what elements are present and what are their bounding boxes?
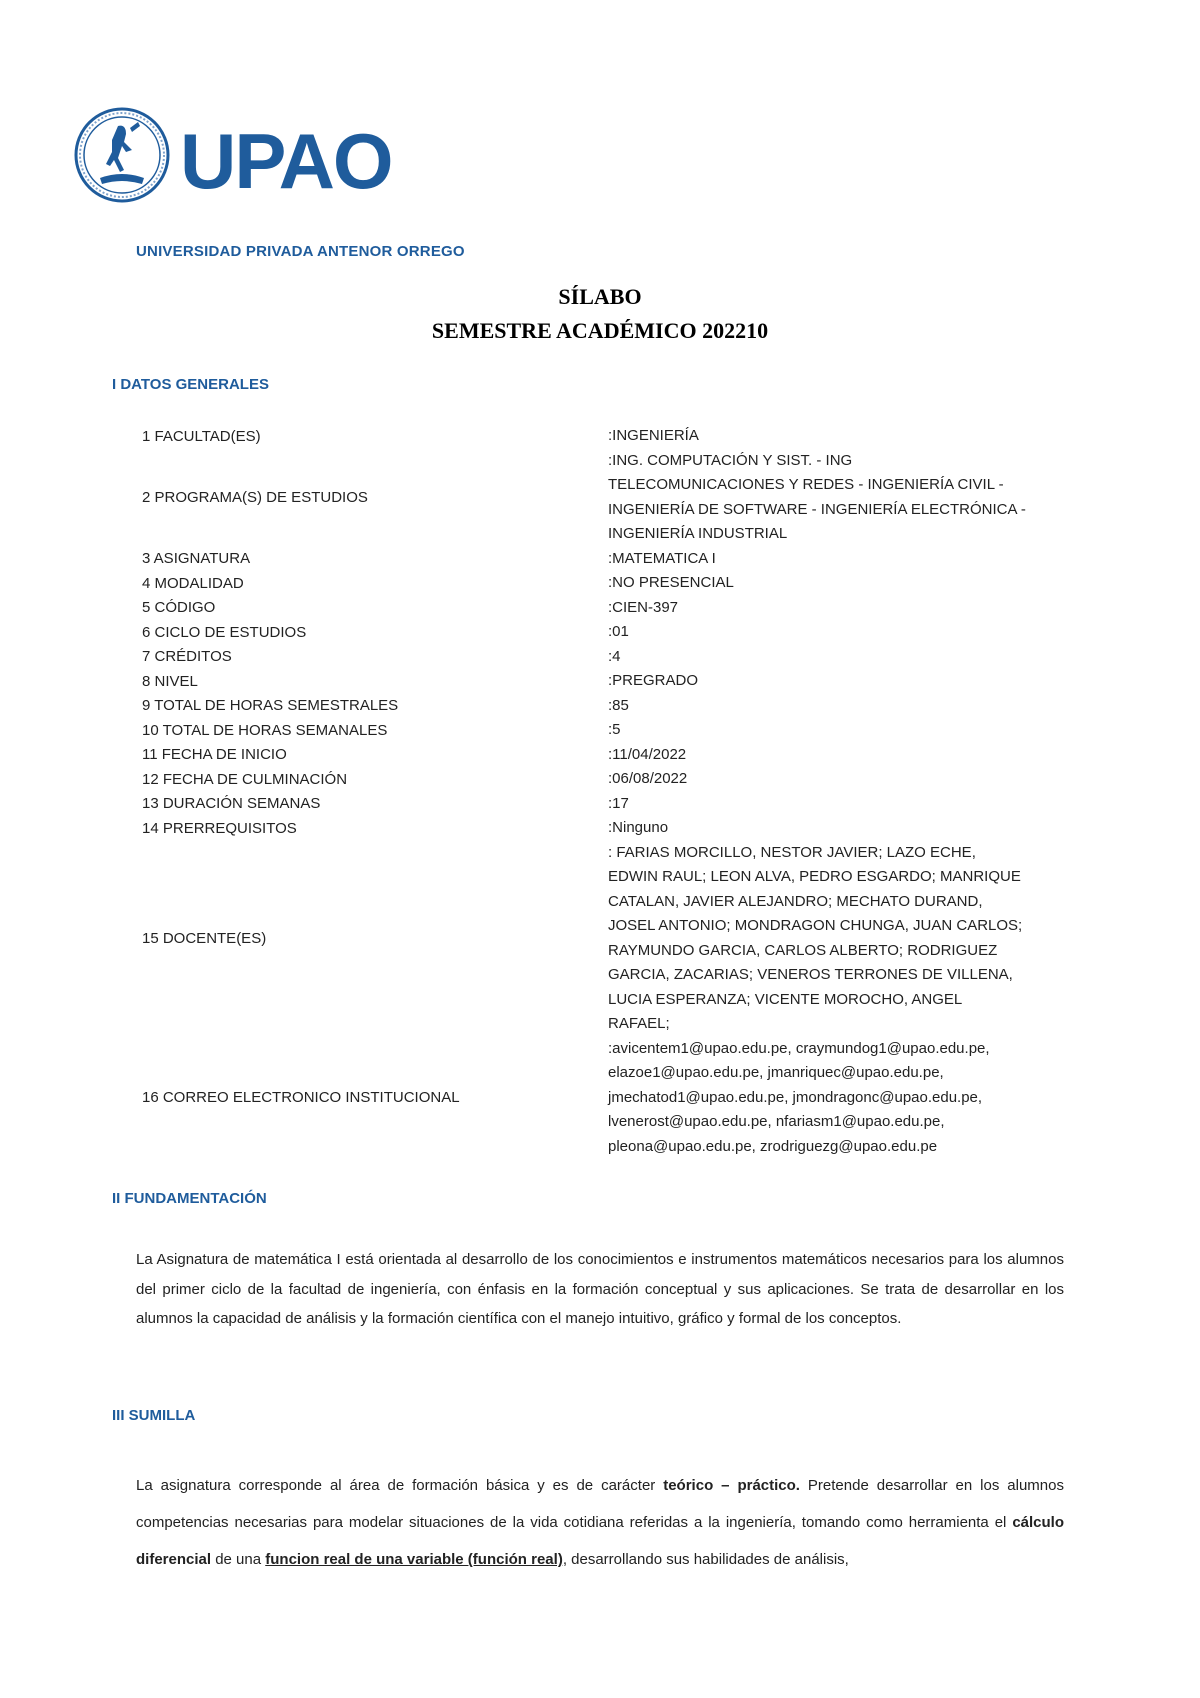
datos-value bbox=[608, 596, 1072, 621]
section-heading-sumilla: III SUMILLA bbox=[112, 1407, 196, 1424]
datos-generales-table bbox=[142, 424, 1072, 1159]
university-seal-icon bbox=[76, 109, 168, 201]
sumilla-text: Pretende desarrollar en los alumnos competencias necesarias para modelar situaciones de la vida cotidiana referidas a la ingeniería, tomando como herramienta el bbox=[136, 1477, 1064, 1531]
datos-row bbox=[142, 743, 1072, 768]
datos-label: 11 FECHA DE INICIO bbox=[142, 746, 287, 764]
datos-value bbox=[608, 816, 1072, 841]
datos-row bbox=[142, 424, 1072, 449]
datos-label: 6 CICLO DE ESTUDIOS bbox=[142, 623, 307, 641]
document-subtitle: SEMESTRE ACADÉMICO 202210 bbox=[431, 318, 769, 343]
datos-value-line: jmechatod1@upao.edu.pe, jmondragonc@upao.edu.pe, bbox=[608, 1088, 983, 1106]
datos-value-line: : FARIAS MORCILLO, NESTOR JAVIER; LAZO ECHE, bbox=[608, 843, 976, 861]
datos-value-line: :85 bbox=[608, 696, 629, 714]
datos-value-line: GARCIA, ZACARIAS; VENEROS TERRONES DE VILLENA, bbox=[608, 966, 1013, 983]
datos-label: 10 TOTAL DE HORAS SEMANALES bbox=[142, 721, 388, 739]
datos-row bbox=[142, 449, 1072, 547]
datos-value-line: lvenerost@upao.edu.pe, nfariasm1@upao.edu.pe, bbox=[608, 1113, 945, 1130]
sumilla-text: La asignatura corresponde al área de formación básica y es de carácter bbox=[136, 1477, 664, 1494]
datos-value-line: :Ninguno bbox=[608, 819, 669, 836]
datos-value-line: :01 bbox=[608, 623, 629, 640]
datos-value-line: :MATEMATICA I bbox=[608, 549, 716, 567]
datos-label: 5 CÓDIGO bbox=[142, 599, 216, 617]
datos-value-line: :avicentem1@upao.edu.pe, craymundog1@upao.edu.pe, bbox=[608, 1039, 990, 1057]
datos-row bbox=[142, 1037, 1072, 1160]
datos-value-line: INGENIERÍA DE SOFTWARE - INGENIERÍA ELECTRÓNICA - bbox=[608, 500, 1026, 518]
datos-value-line: :NO PRESENCIAL bbox=[608, 574, 734, 591]
datos-label: 1 FACULTAD(ES) bbox=[142, 427, 261, 445]
datos-value-line: :06/08/2022 bbox=[608, 770, 688, 787]
datos-row bbox=[142, 841, 1072, 1037]
datos-row bbox=[142, 620, 1072, 645]
datos-label: 2 PROGRAMA(S) DE ESTUDIOS bbox=[142, 489, 368, 506]
sumilla-text: de una bbox=[211, 1551, 266, 1568]
datos-value-line: :4 bbox=[608, 647, 621, 665]
section-heading-datos-generales: I DATOS GENERALES bbox=[112, 376, 269, 393]
datos-value-line: RAFAEL; bbox=[608, 1015, 670, 1032]
sumilla-emphasis: cálculo diferencial bbox=[136, 1514, 1064, 1568]
datos-value-line: :ING. COMPUTACIÓN Y SIST. - ING bbox=[608, 451, 853, 469]
datos-value-line: CATALAN, JAVIER ALEJANDRO; MECHATO DURAND, bbox=[608, 892, 983, 910]
university-name: UNIVERSIDAD PRIVADA ANTENOR ORREGO bbox=[136, 243, 465, 260]
upao-logo bbox=[72, 100, 392, 215]
datos-value bbox=[608, 424, 1072, 449]
datos-value bbox=[608, 718, 1072, 743]
datos-label: 7 CRÉDITOS bbox=[142, 648, 232, 666]
datos-value bbox=[608, 767, 1072, 792]
datos-value-line: LUCIA ESPERANZA; VICENTE MOROCHO, ANGEL bbox=[608, 990, 963, 1008]
datos-value bbox=[608, 547, 1072, 572]
datos-label: 9 TOTAL DE HORAS SEMESTRALES bbox=[142, 697, 399, 715]
sumilla-emphasis-underlined: funcion real de una variable (función real) bbox=[265, 1551, 563, 1568]
datos-value-line: :INGENIERÍA bbox=[608, 427, 699, 444]
datos-value bbox=[608, 620, 1072, 645]
datos-row bbox=[142, 694, 1072, 719]
datos-value bbox=[608, 645, 1072, 670]
datos-label: 14 PRERREQUISITOS bbox=[142, 819, 297, 837]
datos-value bbox=[608, 841, 1072, 1037]
datos-value bbox=[608, 1037, 1072, 1160]
datos-value-line: pleona@upao.edu.pe, zrodriguezg@upao.edu.pe bbox=[608, 1137, 938, 1155]
datos-label: 4 MODALIDAD bbox=[142, 574, 244, 592]
datos-label: 8 NIVEL bbox=[142, 672, 198, 690]
datos-label: 16 CORREO ELECTRONICO INSTITUCIONAL bbox=[142, 1089, 460, 1107]
document-title-block bbox=[0, 280, 1200, 348]
datos-value-line: :PREGRADO bbox=[608, 672, 699, 689]
datos-value-line: TELECOMUNICACIONES Y REDES - INGENIERÍA CIVIL - bbox=[608, 476, 1004, 493]
datos-value-line: :17 bbox=[608, 794, 629, 812]
datos-value bbox=[608, 449, 1072, 547]
datos-label: 13 DURACIÓN SEMANAS bbox=[142, 795, 321, 813]
section-heading-fundamentacion: II FUNDAMENTACIÓN bbox=[112, 1190, 267, 1207]
datos-value-line: INGENIERÍA INDUSTRIAL bbox=[608, 525, 788, 542]
datos-label: 3 ASIGNATURA bbox=[142, 550, 251, 568]
datos-value-line: elazoe1@upao.edu.pe, jmanriquec@upao.edu.pe, bbox=[608, 1064, 944, 1081]
datos-value bbox=[608, 743, 1072, 768]
logo-wordmark: UPAO bbox=[180, 117, 392, 205]
datos-value bbox=[608, 571, 1072, 596]
datos-row bbox=[142, 792, 1072, 817]
datos-label: 15 DOCENTE(ES) bbox=[142, 930, 267, 947]
datos-value bbox=[608, 669, 1072, 694]
datos-row bbox=[142, 767, 1072, 792]
datos-value bbox=[608, 694, 1072, 719]
datos-value-line: :5 bbox=[608, 721, 621, 738]
datos-label: 12 FECHA DE CULMINACIÓN bbox=[142, 770, 348, 788]
datos-row bbox=[142, 571, 1072, 596]
document-title: SÍLABO bbox=[558, 284, 642, 309]
datos-value-line: JOSEL ANTONIO; MONDRAGON CHUNGA, JUAN CARLOS; bbox=[608, 917, 1023, 934]
sumilla-text: , desarrollando sus habilidades de análisis, bbox=[562, 1551, 849, 1568]
sumilla-paragraph bbox=[136, 1467, 1064, 1578]
datos-value-line: :CIEN-397 bbox=[608, 598, 679, 616]
datos-row bbox=[142, 718, 1072, 743]
datos-value-line: EDWIN RAUL; LEON ALVA, PEDRO ESGARDO; MANRIQUE bbox=[608, 868, 1021, 885]
datos-row bbox=[142, 669, 1072, 694]
datos-value-line: :11/04/2022 bbox=[608, 745, 687, 763]
datos-row bbox=[142, 645, 1072, 670]
datos-value bbox=[608, 792, 1072, 817]
fundamentacion-paragraph: La Asignatura de matemática I está orientada al desarrollo de los conocimientos e instrumentos matemáticos necesarios para los alumnos del primer ciclo de la facultad de ingeniería, con énfasis en la formación conceptual y sus aplicaciones. Se trata de desarrollar en los alumnos la capacidad de análisis y la formación científica con el manejo intuitivo, gráfico y formal de los conceptos. bbox=[136, 1251, 1064, 1327]
datos-row bbox=[142, 547, 1072, 572]
datos-value-line: RAYMUNDO GARCIA, CARLOS ALBERTO; RODRIGUEZ bbox=[608, 941, 998, 959]
datos-row bbox=[142, 816, 1072, 841]
datos-row bbox=[142, 596, 1072, 621]
sumilla-emphasis: teórico – práctico. bbox=[663, 1477, 800, 1494]
